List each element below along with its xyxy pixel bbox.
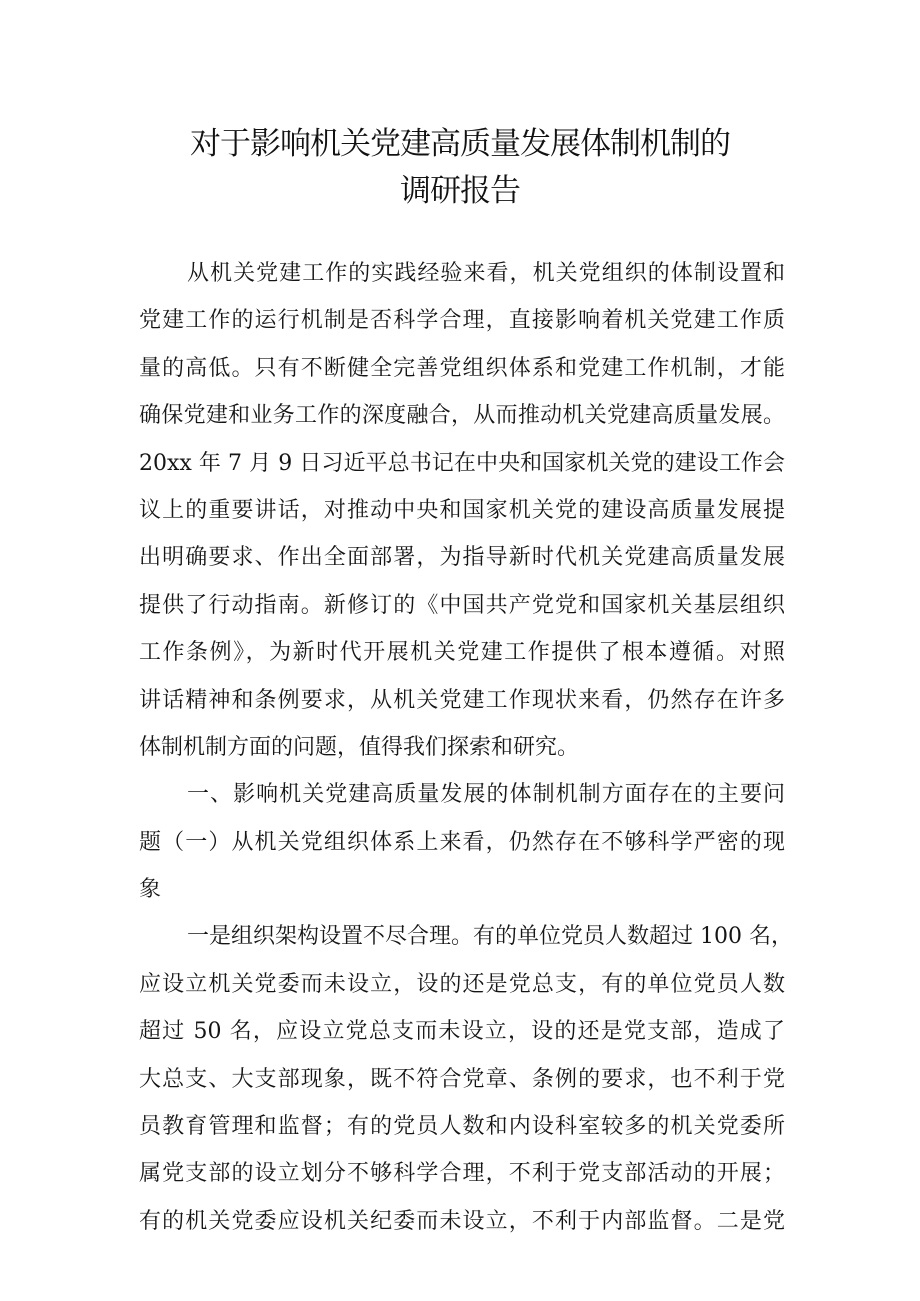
section-heading-line: 象 [139, 877, 162, 903]
paragraph-line: 议上的重要讲话，对推动中央和国家机关党的建设高质量发展提 [139, 497, 785, 523]
section-heading-line: 一、影响机关党建高质量发展的体制机制方面存在的主要问 [187, 782, 785, 808]
paragraph-line: 确保党建和业务工作的深度融合，从而推动机关党建高质量发展。 [139, 403, 785, 429]
paragraph-line: 超过 50 名，应设立党总支而未设立，设的还是党支部，造成了 [139, 1019, 785, 1045]
paragraph-line: 员教育管理和监督；有的党员人数和内设科室较多的机关党委所 [139, 1114, 785, 1140]
paragraph-line: 党建工作的运行机制是否科学合理，直接影响着机关党建工作质 [139, 308, 785, 334]
paragraph-line: 出明确要求、作出全面部署，为指导新时代机关党建高质量发展 [139, 545, 785, 571]
paragraph-line: 讲话精神和条例要求，从机关党建工作现状来看，仍然存在许多 [139, 687, 785, 713]
paragraph-line: 提供了行动指南。新修订的《中国共产党党和国家机关基层组织 [139, 592, 785, 618]
paragraph-line: 属党支部的设立划分不够科学合理，不利于党支部活动的开展； [139, 1161, 785, 1187]
paragraph-line: 有的机关党委应设机关纪委而未设立，不利于内部监督。二是党 [139, 1208, 785, 1234]
paragraph-line: 从机关党建工作的实践经验来看，机关党组织的体制设置和 [187, 261, 785, 286]
section-heading-line: 题（一）从机关党组织体系上来看，仍然存在不够科学严密的现 [139, 829, 785, 855]
paragraph-line: 大总支、大支部现象，既不符合党章、条例的要求，也不利于党 [139, 1066, 785, 1092]
paragraph-line: 一是组织架构设置不尽合理。有的单位党员人数超过 100 名， [187, 924, 793, 950]
document-body [139, 250, 793, 1245]
paragraph-line: 应设立机关党委而未设立，设的还是党总支，有的单位党员人数 [139, 971, 785, 997]
paragraph-line: 20xx 年 7 月 9 日习近平总书记在中央和国家机关党的建设工作会 [139, 450, 785, 476]
paragraph-line: 量的高低。只有不断健全完善党组织体系和党建工作机制，才能 [139, 355, 785, 381]
document-title-line-1: 对于影响机关党建高质量发展体制机制的 [190, 126, 730, 162]
document-title-line-2: 调研报告 [400, 173, 520, 209]
paragraph-line: 体制机制方面的问题，值得我们探索和研究。 [139, 734, 580, 760]
paragraph-line: 工作条例》，为新时代开展机关党建工作提供了根本遵循。对照 [139, 640, 785, 666]
